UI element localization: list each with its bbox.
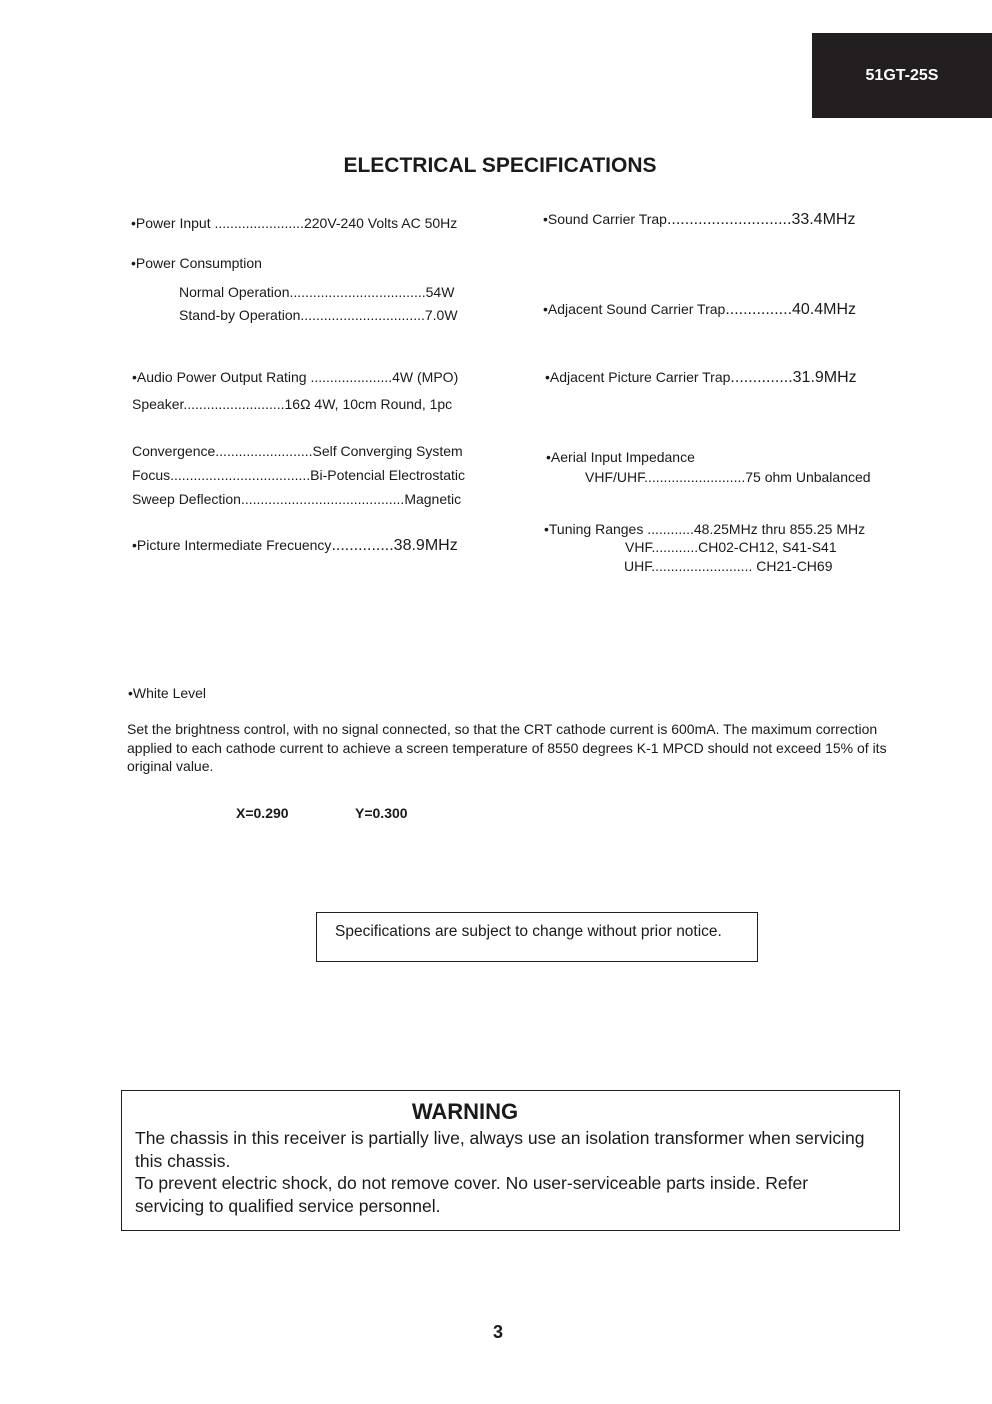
- speaker-spec: Speaker..........................16Ω 4W, 10cm Round, 1pc: [132, 396, 453, 412]
- tuning-vhf-spec: VHF............CH02-CH12, S41-S41: [625, 539, 837, 555]
- aerial-impedance-label: •Aerial Input Impedance: [546, 449, 695, 465]
- warning-line-shock: To prevent electric shock, do not remove cover. No user-serviceable parts inside. Refer servicing to qualified service personnel.: [135, 1173, 809, 1216]
- convergence-spec: Convergence.........................Self Converging System: [132, 443, 463, 459]
- sound-carrier-trap-label: •Sound Carrier Trap: [543, 211, 667, 227]
- white-level-x-value: X=0.290: [236, 805, 289, 821]
- picture-if-spec: [132, 537, 458, 555]
- warning-box: [121, 1090, 900, 1231]
- page-title: ELECTRICAL SPECIFICATIONS: [343, 154, 657, 177]
- white-level-description: Set the brightness control, with no signal connected, so that the CRT cathode current is 600mA. The maximum correction applied to each cathode current to achieve a screen temperature of 8550 degrees K-1 MPCD should not exceed 15% of its original value.: [127, 721, 887, 774]
- standby-operation-spec: Stand-by Operation................................7.0W: [179, 307, 458, 323]
- tuning-ranges-spec: •Tuning Ranges ............48.25MHz thru 855.25 MHz: [544, 521, 866, 537]
- power-input-spec: •Power Input .......................220V-240 Volts AC 50Hz: [131, 215, 458, 231]
- sound-carrier-trap-spec: [543, 211, 855, 229]
- picture-if-value: ..............38.9MHz: [331, 537, 458, 554]
- adjacent-picture-trap-label: •Adjacent Picture Carrier Trap: [545, 369, 731, 385]
- normal-operation-spec: Normal Operation...................................54W: [179, 284, 455, 300]
- tuning-uhf-spec: UHF.......................... CH21-CH69: [624, 558, 833, 574]
- adjacent-picture-trap-value: ..............31.9MHz: [730, 369, 857, 386]
- focus-spec: Focus....................................Bi-Potencial Electrostatic: [132, 467, 465, 483]
- aerial-impedance-value: VHF/UHF..........................75 ohm Unbalanced: [585, 469, 871, 485]
- adjacent-sound-trap-value: ...............40.4MHz: [725, 301, 857, 318]
- adjacent-sound-trap-label: •Adjacent Sound Carrier Trap: [543, 301, 726, 317]
- model-number: 51GT-25S: [865, 66, 939, 84]
- adjacent-sound-trap-spec: [543, 301, 856, 319]
- warning-line-isolation: The chassis in this receiver is partially live, always use an isolation transformer when servicing this chassis.: [135, 1128, 865, 1171]
- audio-power-spec: •Audio Power Output Rating .....................4W (MPO): [132, 369, 459, 385]
- spec-change-notice: [316, 912, 758, 962]
- warning-title: WARNING: [411, 1099, 519, 1124]
- model-number-badge: [812, 33, 992, 118]
- picture-if-label: •Picture Intermediate Frecuency: [132, 537, 332, 553]
- page-number: 3: [492, 1322, 503, 1342]
- warning-body: [135, 1127, 875, 1217]
- power-consumption-label: •Power Consumption: [131, 255, 262, 271]
- sweep-deflection-spec: Sweep Deflection..........................................Magnetic: [132, 491, 462, 507]
- white-level-y-value: Y=0.300: [355, 805, 408, 821]
- sound-carrier-trap-value: ............................33.4MHz: [666, 211, 856, 228]
- spec-change-notice-text: Specifications are subject to change without prior notice.: [335, 923, 722, 940]
- adjacent-picture-trap-spec: [545, 369, 857, 387]
- white-level-label: •White Level: [128, 685, 207, 701]
